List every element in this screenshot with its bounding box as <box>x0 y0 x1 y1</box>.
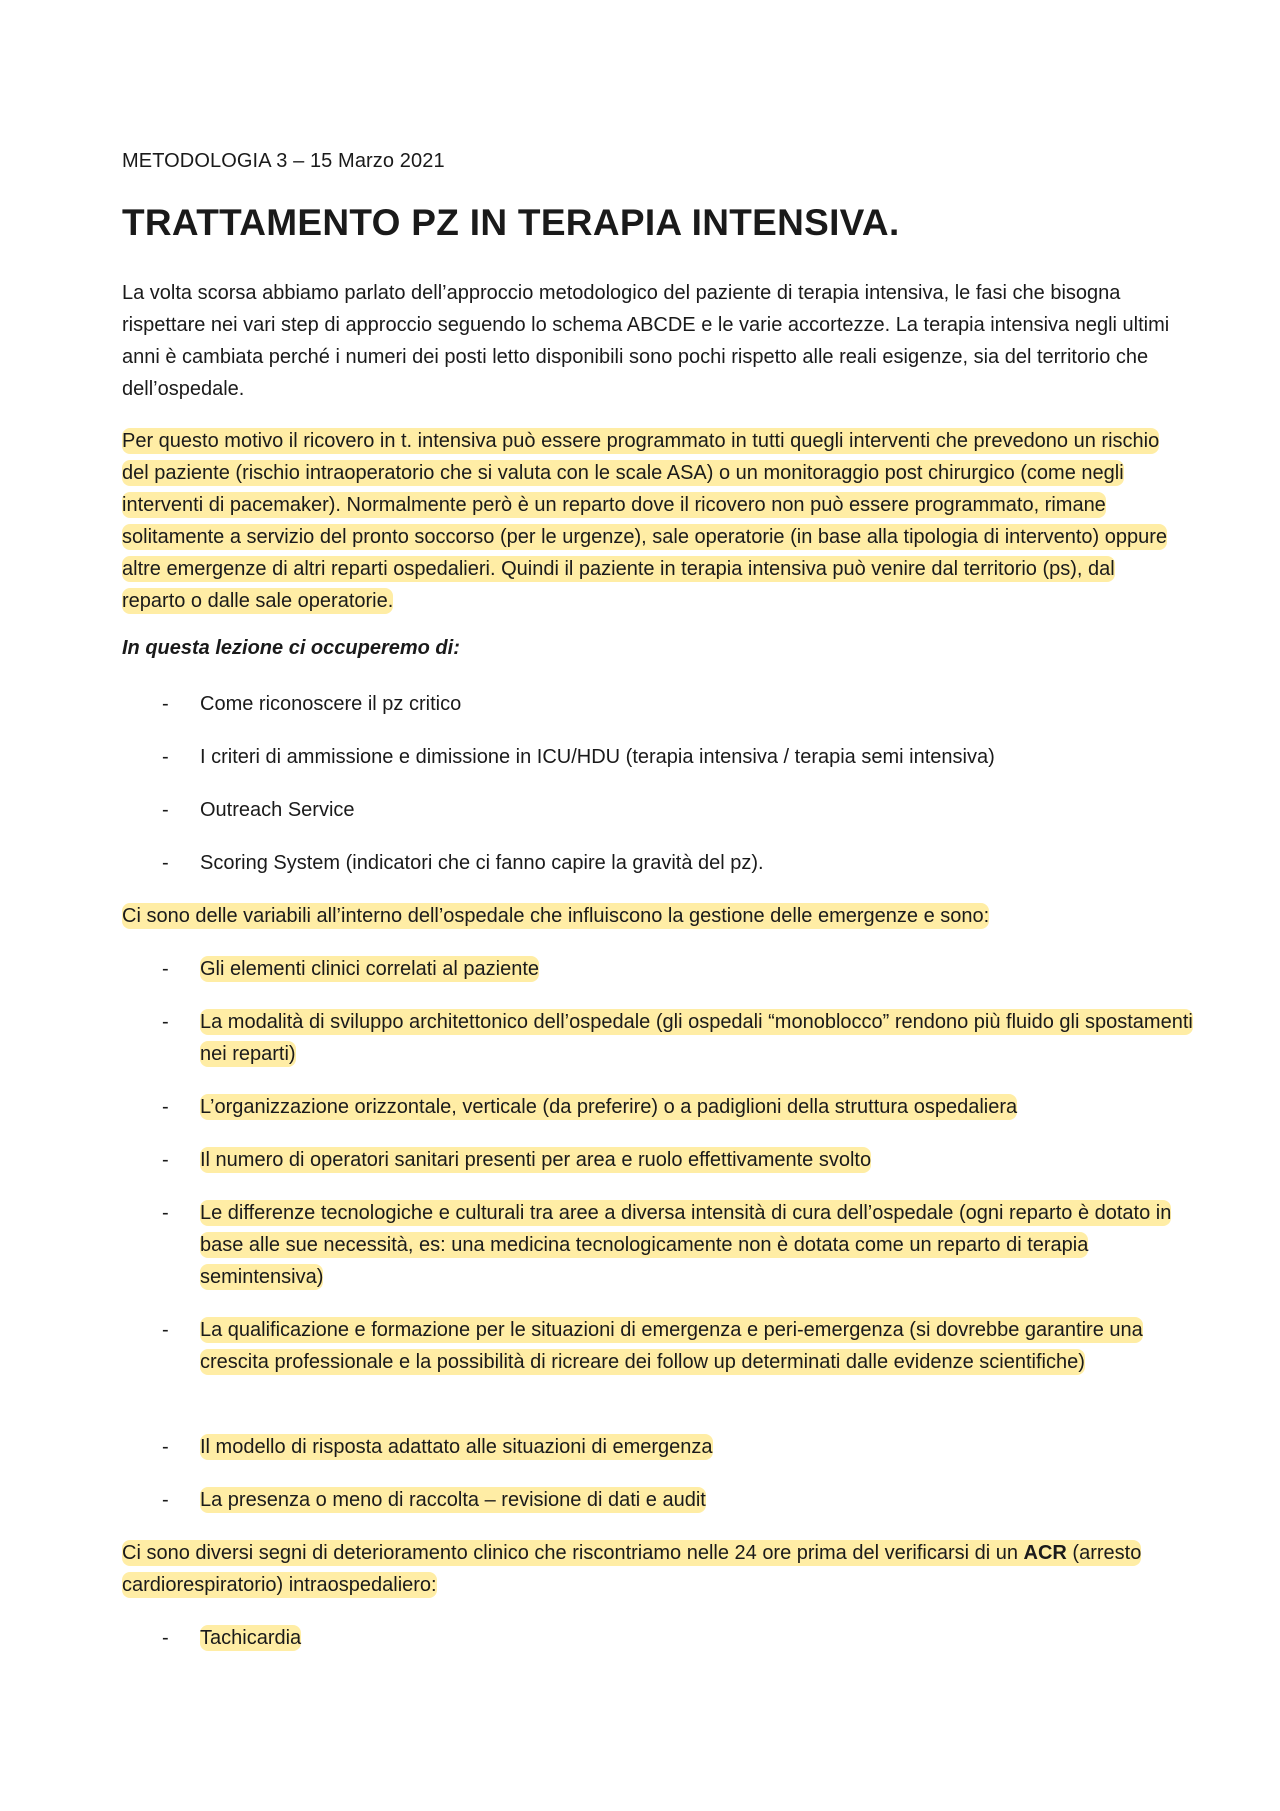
list-item-text: Outreach Service <box>200 799 355 821</box>
highlighted-text: Tachicardia <box>200 1627 302 1649</box>
acr-term: ACR <box>1023 1542 1067 1564</box>
list-dash: - <box>162 1627 169 1649</box>
list-dash: - <box>162 799 169 821</box>
highlighted-text: Il numero di operatori sanitari presenti per area e ruolo effettivamente svolto <box>200 1149 872 1171</box>
list-item-text <box>200 953 1200 985</box>
list-dash: - <box>162 1202 169 1224</box>
list-dash: - <box>162 1149 169 1171</box>
highlighted-text: La presenza o meno di raccolta – revisione di dati e audit <box>200 1489 706 1511</box>
highlighted-text <box>122 1540 1141 1598</box>
paragraph-variables-intro <box>122 900 1172 932</box>
list-item-text <box>200 1484 1200 1516</box>
list-item-text: Scoring System (indicatori che ci fanno capire la gravità del pz). <box>200 852 764 874</box>
list-item-text <box>200 1006 1200 1070</box>
page-title: TRATTAMENTO PZ IN TERAPIA INTENSIVA. <box>122 202 900 243</box>
list-dash: - <box>162 746 169 768</box>
highlighted-text: L’organizzazione orizzontale, verticale (da preferire) o a padiglioni della struttura ospedaliera <box>200 1096 1018 1118</box>
list-dash: - <box>162 958 169 980</box>
list-item-text: I criteri di ammissione e dimissione in ICU/HDU (terapia intensiva / terapia semi intensiva) <box>200 746 995 768</box>
highlighted-text: Ci sono delle variabili all’interno dell’ospedale che influiscono la gestione delle emergenze e sono: <box>122 905 990 927</box>
highlighted-text: Per questo motivo il ricovero in t. intensiva può essere programmato in tutti quegli interventi che prevedono un rischio del paziente (rischio intraoperatorio che si valuta con le scale ASA) o un monitoraggio post chirurgico (come negli interventi di pacemaker). Normalmente però è un reparto dove il ricovero non può essere programmato, rimane solitamente a servizio del pronto soccorso (per le urgenze), sale operatorie (in base alla tipologia di intervento) oppure altre emergenze di altri reparti ospedalieri. Quindi il paziente in terapia intensiva può venire dal territorio (ps), dal reparto o dalle sale operatorie. <box>122 430 1168 612</box>
list-dash: - <box>162 1096 169 1118</box>
list-dash: - <box>162 693 169 715</box>
highlighted-text: Le differenze tecnologiche e culturali tra aree a diversa intensità di cura dell’ospedale (ogni reparto è dotato in base alle sue necessità, es: una medicina tecnologicamente non è dotata come un reparto di terapia semintensiva) <box>200 1202 1172 1288</box>
list-dash: - <box>162 1489 169 1511</box>
paragraph-intro: La volta scorsa abbiamo parlato dell’approccio metodologico del paziente di terapia intensiva, le fasi che bisogna rispettare nei vari step di approccio seguendo lo schema ABCDE e le varie accortezze. La terapia intensiva negli ultimi anni è cambiata perché i numeri dei posti letto disponibili sono pochi rispetto alle reali esigenze, sia del territorio che dell’ospedale. <box>122 282 1170 400</box>
list-item-text <box>200 1431 1200 1463</box>
list-item-text <box>200 1197 1200 1293</box>
highlighted-text: La modalità di sviluppo architettonico dell’ospedale (gli ospedali “monoblocco” rendono più fluido gli spostamenti nei reparti) <box>200 1011 1193 1065</box>
list-item-text <box>200 1622 1200 1654</box>
highlighted-text: Gli elementi clinici correlati al paziente <box>200 958 540 980</box>
list-item-text <box>200 1314 1200 1378</box>
list-item-text <box>200 1091 1200 1123</box>
list-dash: - <box>162 852 169 874</box>
highlighted-text: La qualificazione e formazione per le situazioni di emergenza e peri-emergenza (si dovrebbe garantire una crescita professionale e la possibilità di ricreare dei follow up determinati dalle evidenze scientifiche) <box>200 1319 1143 1373</box>
list-dash: - <box>162 1436 169 1458</box>
list-item-text: Come riconoscere il pz critico <box>200 693 462 715</box>
deterioration-text: Ci sono diversi segni di deterioramento clinico che riscontriamo nelle 24 ore prima del verificarsi di un <box>122 1542 1024 1564</box>
section-subheading: In questa lezione ci occuperemo di: <box>122 637 460 659</box>
list-dash: - <box>162 1319 169 1341</box>
paragraph-deterioration <box>122 1537 1172 1601</box>
header-date-line: METODOLOGIA 3 – 15 Marzo 2021 <box>122 150 445 172</box>
paragraph-highlighted <box>122 425 1172 617</box>
list-item-text <box>200 1144 1200 1176</box>
highlighted-text: Il modello di risposta adattato alle situazioni di emergenza <box>200 1436 713 1458</box>
deterioration-text-end: (arresto cardiorespiratorio) intraospedaliero: <box>122 1542 1142 1596</box>
list-dash: - <box>162 1011 169 1033</box>
